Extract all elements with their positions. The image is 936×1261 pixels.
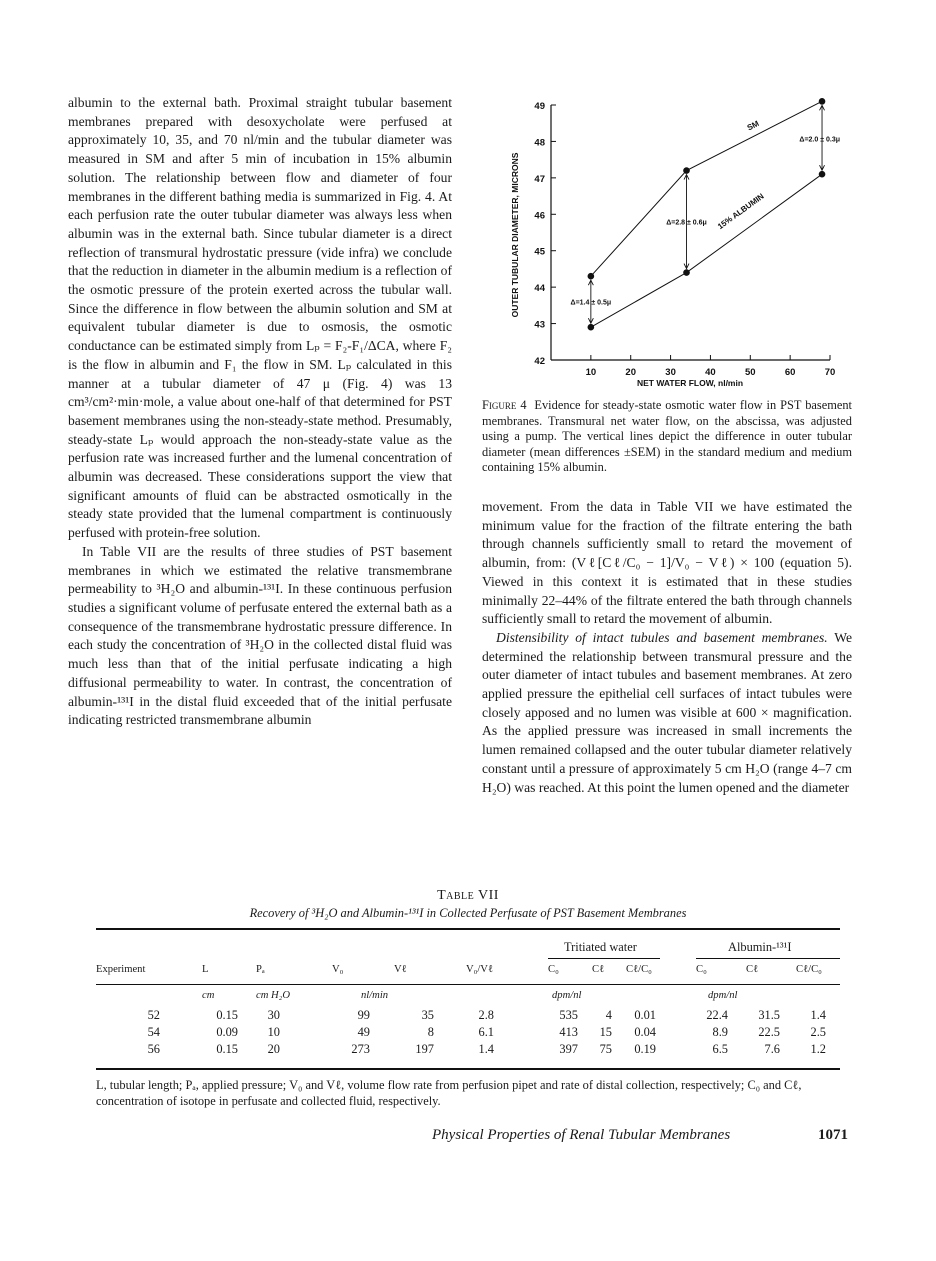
data-point [819,98,826,105]
table-cell: 8 [427,1025,434,1039]
table-cell: 0.19 [634,1042,656,1056]
series-line-albumin [591,174,822,327]
column-header: Cℓ [746,964,759,975]
delta-annotation: Δ=1.4 ± 0.5μ [570,299,612,307]
data-point [588,324,595,331]
x-tick-label: 50 [744,367,756,378]
data-point [588,273,595,280]
x-axis-label: NET WATER FLOW, nl/min [636,378,744,388]
series-label-sm: SM [745,119,761,133]
figure-label: Figure 4 [482,398,527,412]
table-cell: 1.2 [810,1042,826,1056]
column-header: L [202,964,209,975]
left-column [68,94,452,730]
table-top-rule [96,928,840,930]
column-header: Cℓ/C₀ [796,964,822,975]
table-cell: 99 [357,1008,370,1022]
table-cell: 49 [357,1025,370,1039]
data-point [683,167,690,174]
series-line-sm [591,101,822,276]
data-point [683,269,690,276]
column-header: V₀/Vℓ [466,964,494,975]
table-cell: 0.04 [634,1025,656,1039]
unit-L: cm [202,990,215,1001]
column-header: Cℓ/C₀ [626,964,652,975]
table-cell: 1.4 [478,1042,494,1056]
body-text: We determined the relationship between transmural pressure and the outer diameter of intact tubules and basement membranes. At zero applied pressure the epithelial cell surfaces of intact tubules were closely apposed and no lumen was visible at 600 × magnification. As the applied pressure was increased in small increments the lumen remained collapsed and the outer tubular diameter relatively constant until a pressure of approximately 5 cm H₂O (range 4–7 cm H₂O) was reached. At this point the lumen opened and the diameter [482,629,852,795]
delta-annotation: Δ=2.0 ± 0.3μ [799,136,841,144]
table-cell: 2.8 [478,1008,494,1022]
chart-marks [571,98,840,330]
table-cell: 30 [267,1008,280,1022]
delta-annotation: Δ=2.8 ± 0.6μ [666,219,707,227]
group-header-albumin: Albumin-¹³¹I [728,940,792,954]
figure-caption-text: Evidence for steady-state osmotic water flow in PST basement membranes. Transmural net water flow, on the abscissa, was adjusted using a pump. The vertical lines depict the difference in outer tubular diameter (mean differences ±SEM) in the standard medium and medium containing 15% albumin. [482,398,852,475]
table-cell: 197 [415,1042,434,1056]
table-cell: 0.09 [216,1025,238,1039]
table-cell: 397 [559,1042,578,1056]
table-cell: 6.1 [478,1025,494,1039]
group-header-tritiated: Tritiated water [564,940,637,954]
table-cell: 6.5 [712,1042,728,1056]
group-rule [696,958,840,959]
table-footnote: L, tubular length; Pₐ, applied pressure; V₀ and Vℓ, volume flow rate from perfusion pipet and rate of distal collection, respectively; C₀ and Cℓ, concentration of isotope in perfusate and collected fluid, respectively. [96,1078,802,1108]
y-tick-label: 49 [534,101,545,112]
column-header: Vℓ [394,964,407,975]
body-paragraph: movement. From the data in Table VII we have estimated the minimum value for the fraction of the filtrate entering the bath through channels sufficiently small to retard the movement of albumin, from: (Vℓ[Cℓ/C₀ − 1]/V₀ − Vℓ) × 100 (equation 5). Viewed in this context it is estimated that in these studies minimally 22–44% of the filtrate entered the bath through channels sufficiently small to retard the movement of albumin. [482,499,852,627]
page-number: 1071 [818,1127,848,1143]
figure-4-chart [490,90,850,390]
y-tick-label: 45 [534,246,545,258]
unit-albumin: dpm/nl [708,990,738,1001]
body-paragraph: In Table VII are the results of three studies of PST basement membranes in which we estimated the relative transmembrane permeability to ³H₂O and albumin-¹³¹I. In these continuous perfusion studies a significant volume of perfusate entered the external bath as a consequence of the transmembrane hydrostatic pressure difference. In each study the concentration of ³H₂O in the collected distal fluid was much less than that of the initial perfusate indicating a high diffusional permeability to water. In contrast, the concentration of albumin-¹³¹I in the distal fluid exceeded that of the initial perfusate indicating restricted transmembrane albumin [68,543,452,728]
x-tick-label: 40 [705,367,716,378]
chart-axes [534,101,835,378]
table-cell: 4 [605,1008,612,1022]
table-cell: 0.01 [634,1008,656,1022]
table-cell: 52 [147,1008,160,1022]
column-header: Experiment [96,964,146,975]
table-bottom-rule [96,1068,840,1070]
unit-V: nl/min [361,990,389,1001]
x-tick-label: 30 [665,367,676,378]
unit-tritiated: dpm/nl [552,990,582,1001]
data-point [819,171,826,178]
table-cell: 31.5 [758,1008,780,1022]
table-cell: 535 [559,1008,578,1022]
y-tick-label: 48 [534,137,545,149]
column-header: Pₐ [256,964,265,975]
section-heading: Distensibility of intact tubules and basement membranes. [496,629,828,645]
column-header: Cℓ [592,964,605,975]
group-rule [548,958,660,959]
table-cell: 0.15 [216,1042,238,1056]
table-cell: 8.9 [712,1025,728,1039]
y-tick-label: 43 [534,319,545,331]
table-cell: 10 [267,1025,280,1039]
x-tick-label: 10 [585,367,597,378]
table-cell: 1.4 [810,1008,826,1022]
x-tick-label: 20 [625,367,637,378]
header-rule [96,984,840,985]
table-cell: 15 [599,1025,612,1039]
y-tick-label: 44 [534,283,545,295]
table-cell: 54 [147,1025,160,1039]
right-column [482,498,852,797]
table-cell: 0.15 [216,1008,238,1022]
running-title: Physical Properties of Renal Tubular Membranes [432,1127,731,1143]
table-cell: 273 [351,1042,370,1056]
unit-Pa: cm H₂O [256,990,290,1001]
table-cell: 20 [267,1042,280,1056]
table-cell: 35 [421,1008,434,1022]
table-cell: 75 [599,1042,612,1056]
y-tick-label: 42 [534,356,545,367]
y-tick-label: 46 [534,210,545,222]
table-cell: 7.6 [764,1042,780,1056]
table-cell: 22.5 [758,1025,780,1039]
series-label-albumin: 15% ALBUMIN [715,191,766,232]
table-cell: 22.4 [706,1008,728,1022]
column-header: C₀ [548,964,559,975]
table-cell: 56 [147,1042,160,1056]
x-tick-label: 70 [824,367,836,378]
table-cell: 413 [559,1025,578,1039]
column-header: C₀ [696,964,707,975]
table-subtitle: Recovery of ³H₂O and Albumin-¹³¹I in Collected Perfusate of PST Basement Membranes [249,906,687,920]
body-paragraph: albumin to the external bath. Proximal straight tubular basement membranes prepared with desoxycholate were perfused at approximately 10, 35, and 70 nl/min and the tubular diameter was measured in SM and after 5 min of incubation in 15% albumin solution. The relationship between flow and diameter of four membranes in the different bathing media is summarized in Fig. 4. At each perfusion rate the outer tubular diameter was always less when albumin was in the external bath. Since tubular diameter is a direct reflection of transmural hydrostatic pressure (vide infra) we conclude that the reduction in diameter in the albumin medium is a reflection of the osmotic pressure of the protein exerted across the tubular wall. Since the difference in flow between the albumin solution and SM at equivalent tubular diameter is due to osmosis, the osmotic conductance can be estimated simply from Lₚ = F₂-F₁/ΔCA, where F₂ is the flow in albumin and F₁ the flow in SM. Lₚ calculated in this manner at a tubular diameter of 47 μ (Fig. 4) was 13 cm³/cm²·min·mole, a value about one-half of that determined for PST basement membranes using the non-steady-state method. Presumably, steady-state Lₚ would approach the non-steady-state value as the perfusion rate was increased further and the lumenal concentration of albumin was decreased. These considerations support the view that significant amounts of fluid can be abstracted osmotically in the steady state provided that the lumenal compartment is continuously perfused with protein-free solution. [68,95,452,541]
figure-caption [482,398,852,476]
table-title: Table VII [437,888,499,903]
table-cell: 2.5 [810,1025,826,1039]
column-header: V₀ [332,964,344,975]
y-tick-label: 47 [534,173,545,185]
body-paragraph [482,629,852,797]
y-axis-label: OUTER TUBULAR DIAMETER, MICRONS [510,152,520,318]
x-tick-label: 60 [784,367,796,378]
